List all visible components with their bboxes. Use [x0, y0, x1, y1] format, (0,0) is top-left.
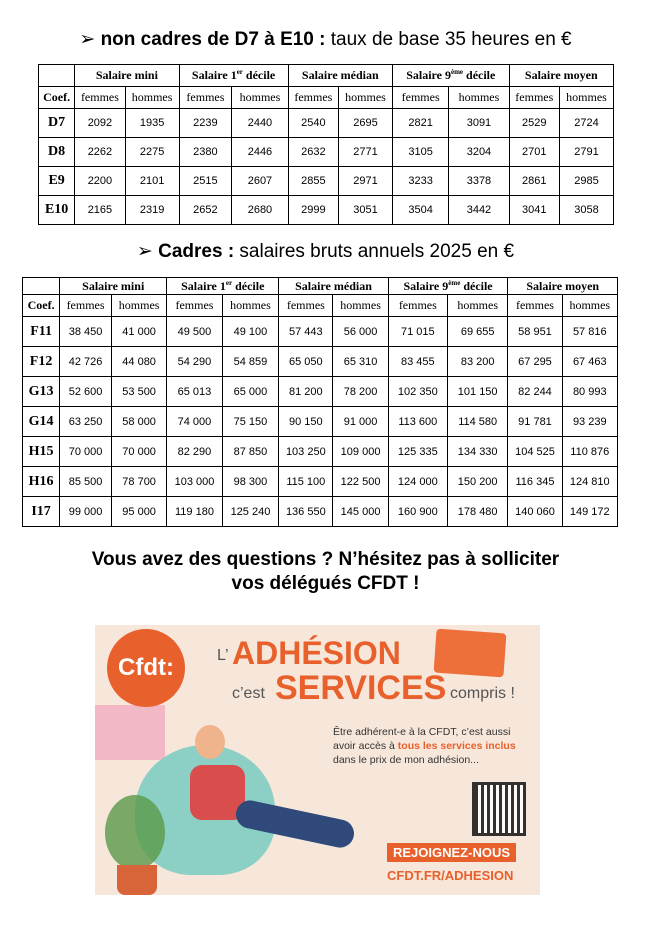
salary-cell: 178 480 — [447, 497, 508, 527]
salary-cell: 103 250 — [279, 437, 333, 467]
women-header: femmes — [75, 87, 125, 109]
salary-cell: 99 000 — [60, 497, 112, 527]
coef-header: Coef. — [39, 87, 75, 109]
section-title-non-cadres — [0, 28, 651, 51]
subheader-row — [39, 87, 614, 109]
salary-cell: 3442 — [449, 196, 509, 225]
dresser-illustration — [95, 705, 165, 760]
salary-cell: 82 244 — [508, 377, 562, 407]
cfdt-logo: Cfdt: — [107, 629, 185, 707]
salary-cell: 71 015 — [388, 317, 447, 347]
coef-header: Coef. — [23, 295, 60, 317]
men-header: hommes — [222, 295, 279, 317]
salary-cell: 122 500 — [333, 467, 388, 497]
table-row — [39, 138, 614, 167]
body-line-1: Être adhérent-e à la CFDT, c’est aussi — [333, 726, 511, 738]
adhesion-link[interactable]: CFDT.FR/ADHESION — [387, 868, 514, 883]
salary-cell: 114 580 — [447, 407, 508, 437]
men-header: hommes — [333, 295, 388, 317]
salary-cell: 2724 — [560, 109, 614, 138]
salary-cell: 2165 — [75, 196, 125, 225]
salary-cell: 113 600 — [388, 407, 447, 437]
body-line-2b: tous les services inclus — [397, 740, 516, 752]
salary-cell: 81 200 — [279, 377, 333, 407]
qr-code[interactable] — [472, 782, 526, 836]
salary-cell: 124 000 — [388, 467, 447, 497]
coef-cell: F12 — [23, 347, 60, 377]
salary-cell: 98 300 — [222, 467, 279, 497]
salary-cell: 3041 — [509, 196, 559, 225]
group-header — [508, 278, 618, 295]
salary-cell: 2701 — [509, 138, 559, 167]
coef-cell: E9 — [39, 167, 75, 196]
banner-compris: compris ! — [450, 685, 515, 702]
salary-cell: 78 200 — [333, 377, 388, 407]
women-header: femmes — [509, 87, 559, 109]
body-line-2a: avoir accès à — [333, 740, 398, 752]
women-header: femmes — [508, 295, 562, 317]
group-label: Salaire 9 — [406, 68, 451, 82]
salary-cell: 2092 — [75, 109, 125, 138]
corner-cell — [39, 65, 75, 87]
group-header — [509, 65, 613, 87]
coef-cell: G14 — [23, 407, 60, 437]
salary-cell: 1935 — [125, 109, 179, 138]
salary-cell: 115 100 — [279, 467, 333, 497]
arrow-icon: ➢ — [79, 29, 96, 50]
group-label: Salaire moyen — [526, 278, 600, 293]
salary-cell: 87 850 — [222, 437, 279, 467]
questions-text — [0, 548, 651, 596]
group-after: décile — [242, 68, 276, 82]
group-label: Salaire médian — [295, 278, 372, 293]
salary-cell: 145 000 — [333, 497, 388, 527]
salary-cell: 2791 — [560, 138, 614, 167]
group-label: Salaire 1 — [181, 278, 226, 293]
group-after: décile — [232, 278, 265, 293]
salary-cell: 3058 — [560, 196, 614, 225]
salary-cell: 93 239 — [562, 407, 617, 437]
salary-cell: 2861 — [509, 167, 559, 196]
salary-cell: 67 295 — [508, 347, 562, 377]
group-header — [279, 278, 388, 295]
men-header: hommes — [125, 87, 179, 109]
subheader-row — [23, 295, 618, 317]
title-rest: salaires bruts annuels 2025 en € — [234, 241, 515, 262]
salary-cell: 2529 — [509, 109, 559, 138]
person-head-illustration — [195, 725, 225, 759]
corner-cell — [23, 278, 60, 295]
salary-cell: 2440 — [232, 109, 288, 138]
salary-cell: 2515 — [179, 167, 232, 196]
group-label: Salaire 9 — [403, 278, 449, 293]
table-row — [39, 109, 614, 138]
group-after: décile — [463, 68, 496, 82]
salary-cell: 2239 — [179, 109, 232, 138]
women-header: femmes — [392, 87, 448, 109]
salary-cell: 149 172 — [562, 497, 617, 527]
salary-cell: 125 240 — [222, 497, 279, 527]
banner-cest: c’est — [232, 685, 265, 702]
salary-cell: 91 000 — [333, 407, 388, 437]
women-header: femmes — [60, 295, 112, 317]
table-row — [39, 196, 614, 225]
coef-cell: I17 — [23, 497, 60, 527]
table-row — [23, 407, 618, 437]
coef-cell: H16 — [23, 467, 60, 497]
salary-cell: 116 345 — [508, 467, 562, 497]
salary-cell: 2101 — [125, 167, 179, 196]
group-sup: er — [236, 68, 243, 76]
salary-cell: 3051 — [339, 196, 393, 225]
salary-cell: 95 000 — [111, 497, 166, 527]
cadres-table — [22, 277, 618, 527]
salary-cell: 3504 — [392, 196, 448, 225]
salary-cell: 65 310 — [333, 347, 388, 377]
men-header: hommes — [560, 87, 614, 109]
group-header — [60, 278, 167, 295]
group-label: Salaire médian — [301, 68, 379, 82]
salary-cell: 150 200 — [447, 467, 508, 497]
salary-cell: 3091 — [449, 109, 509, 138]
section-title-cadres — [0, 240, 651, 263]
salary-cell: 2821 — [392, 109, 448, 138]
table-row — [23, 317, 618, 347]
title-bold: Cadres : — [158, 241, 235, 262]
group-after: décile — [460, 278, 493, 293]
salary-cell: 65 013 — [167, 377, 222, 407]
banner-body-text — [333, 725, 516, 767]
salary-cell: 119 180 — [167, 497, 222, 527]
salary-cell: 44 080 — [111, 347, 166, 377]
coef-cell: F11 — [23, 317, 60, 347]
salary-cell: 80 993 — [562, 377, 617, 407]
group-sup: er — [225, 278, 233, 287]
salary-cell: 69 655 — [447, 317, 508, 347]
salary-cell: 109 000 — [333, 437, 388, 467]
salary-cell: 52 600 — [60, 377, 112, 407]
group-header-row — [23, 278, 618, 295]
salary-cell: 38 450 — [60, 317, 112, 347]
women-header: femmes — [279, 295, 333, 317]
salary-cell: 3105 — [392, 138, 448, 167]
salary-cell: 2540 — [288, 109, 338, 138]
salary-cell: 85 500 — [60, 467, 112, 497]
salary-cell: 82 290 — [167, 437, 222, 467]
men-header: hommes — [562, 295, 617, 317]
title-rest: taux de base 35 heures en € — [325, 29, 572, 50]
salary-cell: 2680 — [232, 196, 288, 225]
group-label: Salaire mini — [82, 278, 145, 293]
group-label: Salaire moyen — [524, 68, 598, 82]
men-header: hommes — [449, 87, 509, 109]
salary-cell: 2985 — [560, 167, 614, 196]
salary-cell: 2262 — [75, 138, 125, 167]
group-sup: ème — [448, 278, 461, 287]
salary-cell: 140 060 — [508, 497, 562, 527]
salary-cell: 2380 — [179, 138, 232, 167]
salary-cell: 2971 — [339, 167, 393, 196]
table-row — [23, 377, 618, 407]
group-header — [288, 65, 392, 87]
salary-cell: 41 000 — [111, 317, 166, 347]
salary-cell: 2632 — [288, 138, 338, 167]
salary-cell: 3204 — [449, 138, 509, 167]
salary-cell: 83 200 — [447, 347, 508, 377]
salary-cell: 58 951 — [508, 317, 562, 347]
join-button[interactable]: REJOIGNEZ-NOUS — [387, 843, 516, 862]
salary-cell: 2200 — [75, 167, 125, 196]
body-line-3: dans le prix de mon adhésion... — [333, 754, 479, 766]
salary-cell: 58 000 — [111, 407, 166, 437]
salary-cell: 90 150 — [279, 407, 333, 437]
table-row — [39, 167, 614, 196]
men-header: hommes — [339, 87, 393, 109]
salary-cell: 70 000 — [60, 437, 112, 467]
women-header: femmes — [179, 87, 232, 109]
men-header: hommes — [111, 295, 166, 317]
table-row — [23, 497, 618, 527]
men-header: hommes — [232, 87, 288, 109]
salary-cell: 103 000 — [167, 467, 222, 497]
group-header — [75, 65, 179, 87]
salary-cell: 53 500 — [111, 377, 166, 407]
coef-cell: D7 — [39, 109, 75, 138]
banner-services: SERVICES — [275, 669, 447, 707]
salary-cell: 102 350 — [388, 377, 447, 407]
group-header — [388, 278, 508, 295]
salary-cell: 57 443 — [279, 317, 333, 347]
salary-cell: 54 290 — [167, 347, 222, 377]
salary-cell: 2855 — [288, 167, 338, 196]
salary-cell: 101 150 — [447, 377, 508, 407]
salary-cell: 65 000 — [222, 377, 279, 407]
salary-cell: 78 700 — [111, 467, 166, 497]
table-row — [23, 467, 618, 497]
salary-cell: 160 900 — [388, 497, 447, 527]
salary-cell: 2652 — [179, 196, 232, 225]
salary-cell: 125 335 — [388, 437, 447, 467]
salary-cell: 124 810 — [562, 467, 617, 497]
salary-cell: 91 781 — [508, 407, 562, 437]
plant-leaves-illustration — [105, 795, 165, 870]
coef-cell: H15 — [23, 437, 60, 467]
salary-cell: 2446 — [232, 138, 288, 167]
women-header: femmes — [288, 87, 338, 109]
salary-cell: 74 000 — [167, 407, 222, 437]
banner-adhesion: ADHÉSION — [232, 635, 401, 671]
title-bold: non cadres de D7 à E10 : — [100, 29, 326, 50]
salary-cell: 2275 — [125, 138, 179, 167]
salary-cell: 104 525 — [508, 437, 562, 467]
salary-cell: 110 876 — [562, 437, 617, 467]
salary-cell: 75 150 — [222, 407, 279, 437]
women-header: femmes — [388, 295, 447, 317]
women-header: femmes — [167, 295, 222, 317]
men-header: hommes — [447, 295, 508, 317]
group-header — [392, 65, 509, 87]
group-sup: ème — [450, 68, 464, 76]
group-header — [179, 65, 288, 87]
coef-cell: D8 — [39, 138, 75, 167]
salary-cell: 70 000 — [111, 437, 166, 467]
questions-line-2: vos délégués CFDT ! — [231, 573, 420, 594]
table-row — [23, 437, 618, 467]
salary-cell: 49 100 — [222, 317, 279, 347]
salary-cell: 2999 — [288, 196, 338, 225]
group-label: Salaire 1 — [191, 68, 237, 82]
salary-cell: 134 330 — [447, 437, 508, 467]
salary-cell: 136 550 — [279, 497, 333, 527]
non-cadres-table — [38, 64, 614, 225]
questions-line-1: Vous avez des questions ? N’hésitez pas à solliciter — [91, 549, 560, 570]
plant-pot-illustration — [117, 865, 157, 895]
salary-cell: 2695 — [339, 109, 393, 138]
salary-cell: 63 250 — [60, 407, 112, 437]
coef-cell: E10 — [39, 196, 75, 225]
salary-cell: 42 726 — [60, 347, 112, 377]
salary-cell: 56 000 — [333, 317, 388, 347]
adhesion-banner[interactable] — [95, 625, 540, 895]
group-header — [167, 278, 279, 295]
salary-cell: 83 455 — [388, 347, 447, 377]
salary-cell: 67 463 — [562, 347, 617, 377]
salary-cell: 3233 — [392, 167, 448, 196]
salary-cell: 65 050 — [279, 347, 333, 377]
coef-cell: G13 — [23, 377, 60, 407]
salary-cell: 2771 — [339, 138, 393, 167]
salary-cell: 2607 — [232, 167, 288, 196]
salary-cell: 57 816 — [562, 317, 617, 347]
group-label: Salaire mini — [95, 68, 158, 82]
group-header-row — [39, 65, 614, 87]
arrow-icon: ➢ — [136, 241, 153, 262]
salary-cell: 54 859 — [222, 347, 279, 377]
table-row — [23, 347, 618, 377]
banner-l: L’ — [217, 647, 229, 664]
salary-cell: 3378 — [449, 167, 509, 196]
salary-cell: 49 500 — [167, 317, 222, 347]
salary-cell: 2319 — [125, 196, 179, 225]
